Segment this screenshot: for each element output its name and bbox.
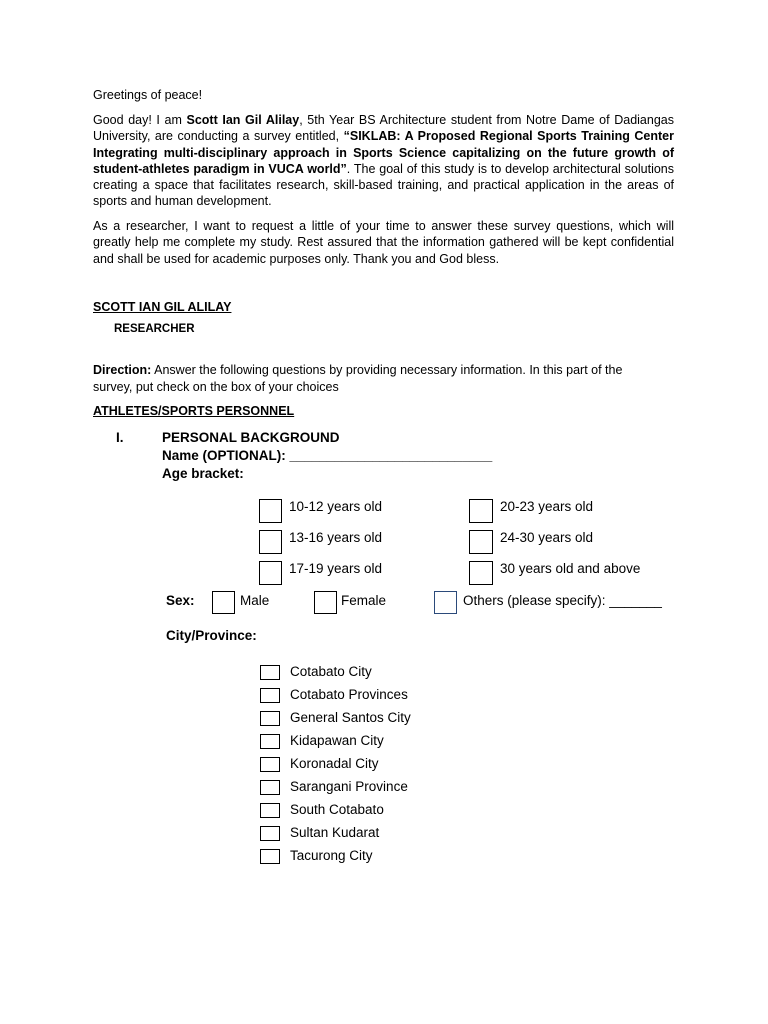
- age-bracket-label: Age bracket:: [162, 466, 244, 481]
- age-checkbox-30-above[interactable]: [469, 561, 493, 585]
- city-option-label: General Santos City: [290, 710, 411, 725]
- city-option-label: Tacurong City: [290, 848, 373, 863]
- name-field-label: Name (OPTIONAL): ___________________________: [162, 448, 493, 463]
- signature-role: RESEARCHER: [114, 323, 195, 335]
- intro-text-c: . The goal of this study is to develop architectural solutions creating a space that facilitates research, skill-based training, and practical application in the areas of sports and human development.: [93, 161, 674, 209]
- city-checkbox[interactable]: [260, 757, 280, 772]
- sex-option-label: Others (please specify): _______: [463, 593, 662, 608]
- city-checkbox[interactable]: [260, 826, 280, 841]
- age-checkbox-20-23[interactable]: [469, 499, 493, 523]
- city-option-label: Koronadal City: [290, 756, 379, 771]
- request-paragraph: As a researcher, I want to request a little of your time to answer these survey questions, which will greatly help me complete my study. Rest assured that the information gathered will be kept confidential and shall be used for academic purposes only. Thank you and God bless.: [93, 219, 674, 266]
- section-heading: ATHLETES/SPORTS PERSONNEL: [93, 404, 295, 418]
- city-option-label: Cotabato City: [290, 664, 372, 679]
- city-checkbox[interactable]: [260, 849, 280, 864]
- age-option-label: 13-16 years old: [289, 530, 383, 545]
- researcher-name-inline: Scott Ian Gil Alilay: [186, 113, 300, 127]
- sex-option-label: Female: [341, 593, 387, 608]
- sex-option-label: Male: [240, 593, 270, 608]
- city-option-label: Sarangani Province: [290, 779, 408, 794]
- study-title: “SIKLAB: A Proposed Regional Sports Training Center Integrating multi-disciplinary approach in Sports Science capitalizing on the future growth of student-athletes paradigm in VUCA world”: [93, 129, 674, 176]
- city-checkbox[interactable]: [260, 665, 280, 680]
- city-checkbox[interactable]: [260, 688, 280, 703]
- age-option-label: 10-12 years old: [289, 499, 383, 514]
- greeting: Greetings of peace!: [93, 88, 203, 102]
- city-checkbox[interactable]: [260, 803, 280, 818]
- age-checkbox-17-19[interactable]: [259, 561, 282, 585]
- city-option-label: Kidapawan City: [290, 733, 384, 748]
- intro-text-b: , 5th Year BS Architecture student from Notre Dame of Dadiangas University, are conducting a survey entitled,: [93, 113, 674, 144]
- age-checkbox-13-16[interactable]: [259, 530, 282, 554]
- age-checkbox-24-30[interactable]: [469, 530, 493, 554]
- intro-paragraph: [93, 112, 674, 210]
- direction-label: Direction:: [93, 363, 152, 377]
- age-option-label: 17-19 years old: [289, 561, 383, 576]
- city-checkbox[interactable]: [260, 711, 280, 726]
- sex-checkbox-female[interactable]: [314, 591, 337, 614]
- city-province-label: City/Province:: [166, 628, 257, 643]
- sex-checkbox-male[interactable]: [212, 591, 235, 614]
- age-option-label: 20-23 years old: [500, 499, 594, 514]
- sex-checkbox-others[interactable]: [434, 591, 457, 614]
- city-checkbox[interactable]: [260, 780, 280, 795]
- age-option-label: 24-30 years old: [500, 530, 594, 545]
- city-checkbox[interactable]: [260, 734, 280, 749]
- city-option-label: Cotabato Provinces: [290, 687, 408, 702]
- intro-text-a: Good day! I am: [93, 113, 187, 127]
- direction: [93, 362, 663, 395]
- signature-name: SCOTT IAN GIL ALILAY: [93, 300, 232, 314]
- part-title: PERSONAL BACKGROUND: [162, 430, 340, 445]
- age-option-label: 30 years old and above: [500, 561, 641, 576]
- part-number: I.: [116, 430, 124, 445]
- sex-label: Sex:: [166, 593, 195, 608]
- age-checkbox-10-12[interactable]: [259, 499, 282, 523]
- city-option-label: Sultan Kudarat: [290, 825, 380, 840]
- city-option-label: South Cotabato: [290, 802, 384, 817]
- direction-text: Answer the following questions by providing necessary information. In this part of the survey, put check on the box of your choices: [93, 363, 623, 394]
